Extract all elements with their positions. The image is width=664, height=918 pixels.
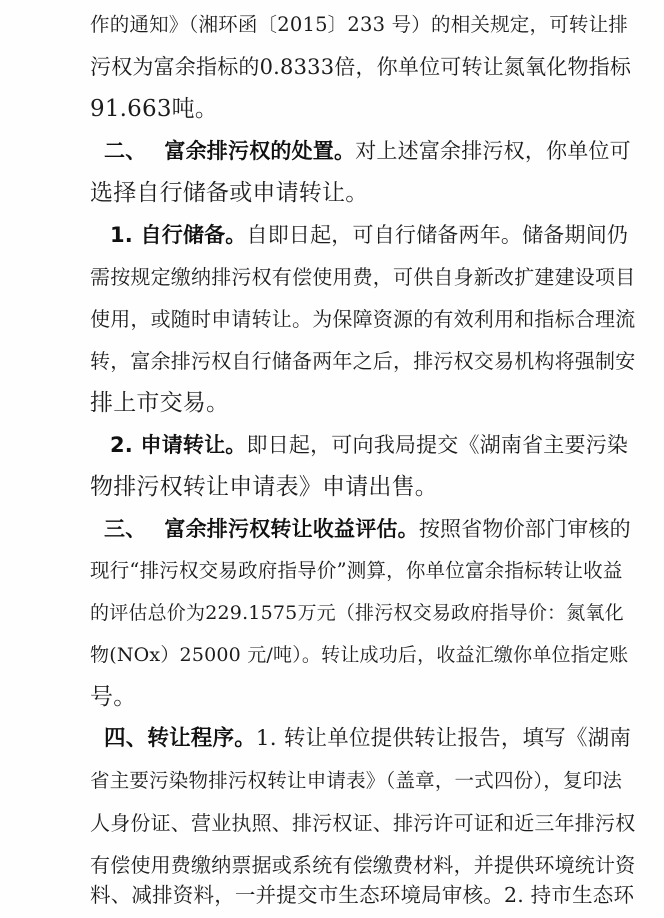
text-line	[90, 3, 635, 47]
line-text: 物(NOx）25000 元/吨）。转让成功后，收益汇缴你单位指定账	[90, 644, 629, 666]
section-number: 三、	[104, 517, 147, 541]
text-line	[90, 801, 635, 845]
text-line	[90, 675, 635, 719]
subsection-title: 2. 申请转让。	[110, 433, 247, 457]
line-text: 转，富余排污权自行储备两年之后，排污权交易机构将强制安	[90, 349, 636, 373]
text-line	[90, 171, 635, 215]
line-text: 选择自行储备或申请转让。	[90, 180, 369, 206]
text-line	[90, 465, 635, 509]
line-text: 有偿使用费缴纳票据或系统有偿缴费材料，并提供环境统计资	[90, 853, 636, 877]
line-text: 省主要污染物排污权转让申请表》（盖章，一式四份），复印法	[90, 769, 623, 792]
line-text: 排上市交易。	[90, 390, 230, 416]
text-line	[90, 297, 635, 341]
text-line	[90, 45, 635, 89]
section-title: 富余排污权的处置。	[164, 139, 356, 163]
line-text: 91.663吨。	[90, 96, 219, 122]
section-title: 四、转让程序。	[104, 726, 256, 751]
line-text: 对上述富余排污权，你单位可	[355, 139, 631, 163]
text-line	[90, 873, 635, 917]
text-line	[90, 549, 635, 593]
section-title: 富余排污权转让收益评估。	[164, 517, 419, 541]
subsection-heading-line	[110, 213, 635, 257]
section-heading-line	[104, 507, 635, 551]
line-text: 使用，或随时申请转让。为保障资源的有效利用和指标合理流	[90, 307, 636, 331]
text-line	[90, 339, 635, 383]
text-line	[90, 255, 635, 299]
subsection-heading-line	[110, 423, 635, 467]
line-text: 需按规定缴纳排污权有偿使用费，可供自身新改扩建建设项目	[90, 265, 636, 289]
line-text: 物排污权转让申请表》申请出售。	[90, 474, 438, 500]
line-text: 号。	[90, 684, 137, 710]
line-text: 现行“排污权交易政府指导价”测算，你单位富余指标转让收益	[90, 559, 623, 582]
line-text: 的评估总价为229.1575万元（排污权交易政府指导价：氮氧化	[90, 602, 624, 624]
section-heading-line	[104, 717, 635, 761]
line-text: 作的通知》（湘环函〔2015〕233 号）的相关规定，可转让排	[90, 13, 628, 36]
text-line	[90, 759, 635, 803]
text-line	[90, 87, 635, 131]
line-text: 自即日起，可自行储备两年。储备期间仍	[246, 223, 629, 247]
line-text: 料、减排资料，一并提交市生态环境局审核。2. 持市生态环	[90, 883, 635, 907]
text-line	[90, 633, 635, 677]
section-heading-line	[104, 129, 635, 173]
line-text: 1. 转让单位提供转让报告，填写《湖南	[255, 726, 632, 751]
line-text: 按照省物价部门审核的	[418, 517, 631, 541]
line-text: 污权为富余指标的0.8333倍，你单位可转让氮氧化物指标	[90, 55, 632, 79]
text-line	[90, 591, 635, 635]
section-number: 二、	[104, 139, 147, 163]
text-line	[90, 381, 635, 425]
line-text: 即日起，可向我局提交《湖南省主要污染	[246, 433, 629, 457]
line-text: 人身份证、营业执照、排污权证、排污许可证和近三年排污权	[90, 811, 636, 835]
subsection-title: 1. 自行储备。	[110, 223, 247, 247]
